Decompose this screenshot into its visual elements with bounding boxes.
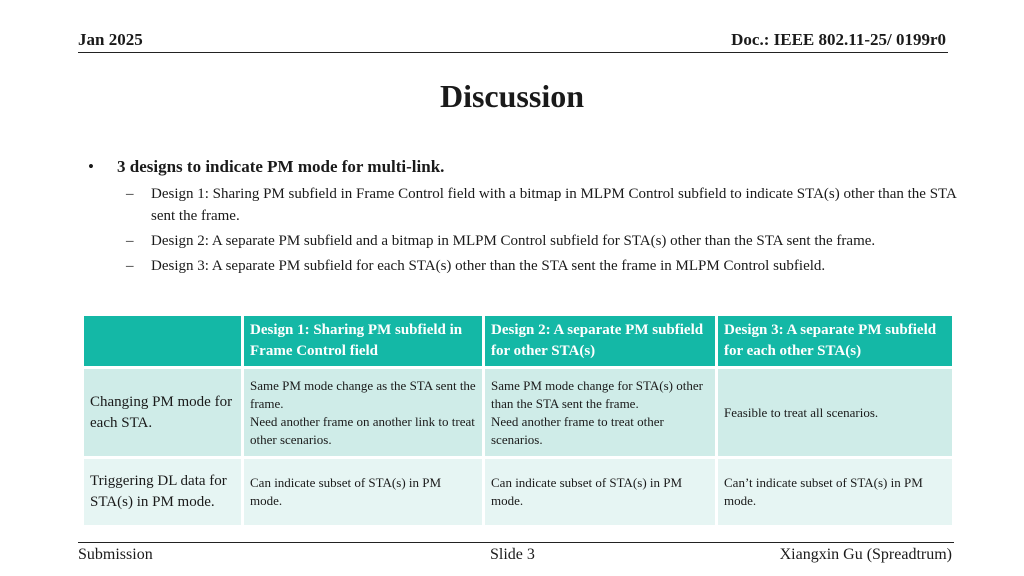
cell-line: Same PM mode change as the STA sent the frame. [250, 377, 476, 411]
footer-slide-number: Slide 3 [490, 546, 535, 563]
sub-bullet-text: Design 3: A separate PM subfield for each STA(s) other than the STA sent the frame in MLPM Control subfield. [151, 258, 826, 274]
bullet-main [88, 156, 958, 178]
table-cell: Can indicate subset of STA(s) in PM mode. [243, 458, 484, 527]
table-cell: Feasible to treat all scenarios. [717, 368, 954, 458]
dash-icon: – [126, 233, 134, 249]
table-header-design-3: Design 3: A separate PM subfield for each other STA(s) [717, 315, 954, 368]
sub-bullet-text: Design 2: A separate PM subfield and a bitmap in MLPM Control subfield for STA(s) other than the STA sent the frame. [151, 233, 876, 249]
cell-line: Need another frame to treat other scenarios. [491, 413, 664, 447]
page-title: Discussion [439, 78, 585, 114]
table-row [83, 458, 954, 527]
row-label: Changing PM mode for each STA. [83, 368, 243, 458]
header-date: Jan 2025 [78, 30, 143, 49]
bullet-list [88, 156, 958, 280]
table-header-row [83, 315, 954, 368]
sub-bullet-2 [88, 230, 958, 252]
table-row [83, 368, 954, 458]
dash-icon: – [126, 186, 134, 202]
header-divider [78, 52, 948, 53]
sub-bullet-text: Design 1: Sharing PM subfield in Frame Control field with a bitmap in MLPM Control subfield to indicate STA(s) other than the STA sent the frame. [151, 186, 957, 224]
dash-icon: – [126, 258, 134, 274]
table-cell: Can indicate subset of STA(s) in PM mode. [484, 458, 717, 527]
sub-bullet-3 [88, 255, 958, 277]
cell-line: Same PM mode change for STA(s) other than the STA sent the frame. [491, 377, 703, 411]
table-cell: Can’t indicate subset of STA(s) in PM mode. [717, 458, 954, 527]
footer-divider [78, 542, 954, 543]
cell-line: Need another frame on another link to treat other scenarios. [250, 413, 475, 447]
row-label: Triggering DL data for STA(s) in PM mode. [83, 458, 243, 527]
table-header-design-2: Design 2: A separate PM subfield for other STA(s) [484, 315, 717, 368]
bullet-main-text: 3 designs to indicate PM mode for multi-link. [117, 157, 445, 176]
table-header-design-1: Design 1: Sharing PM subfield in Frame Control field [243, 315, 484, 368]
table-cell [484, 368, 717, 458]
table-cell [243, 368, 484, 458]
bullet-icon: • [88, 157, 94, 176]
header-doc-id: Doc.: IEEE 802.11-25/ 0199r0 [731, 30, 946, 49]
footer-author: Xiangxin Gu (Spreadtrum) [779, 546, 952, 563]
table-header-corner [83, 315, 243, 368]
sub-bullet-1 [88, 183, 958, 227]
comparison-table [81, 313, 955, 528]
footer-submission: Submission [78, 546, 153, 563]
